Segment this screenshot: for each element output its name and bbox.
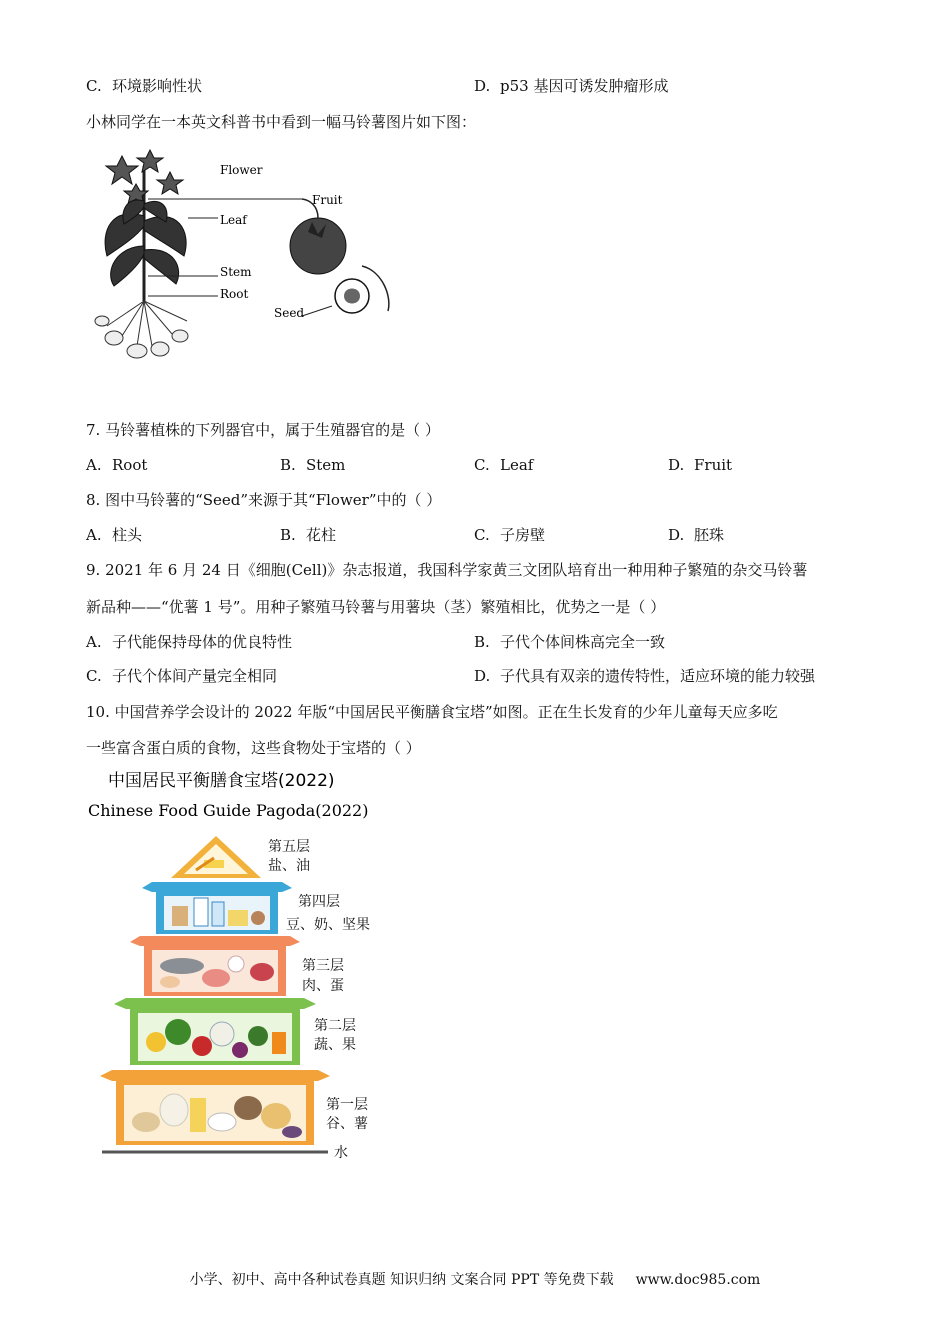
svg-text:第二层: 第二层 xyxy=(314,1018,356,1034)
svg-text:肉、蛋: 肉、蛋 xyxy=(302,978,344,994)
seed-illustration xyxy=(335,266,389,313)
svg-text:盐、油: 盐、油 xyxy=(268,858,310,874)
q8-option-a: A. 柱头 xyxy=(86,526,143,544)
footer-text: 小学、初中、高中各种试卷真题 知识归纳 文案合同 PPT 等免费下载 xyxy=(189,1272,614,1288)
q8-option-d: D. 胚珠 xyxy=(668,526,725,544)
svg-text:第三层: 第三层 xyxy=(302,958,344,974)
page-footer xyxy=(0,1269,950,1289)
q7-option-d: D. Fruit xyxy=(668,456,733,474)
svg-text:水: 水 xyxy=(334,1145,348,1161)
label-stem: Stem xyxy=(220,265,252,279)
pagoda-layer-1 xyxy=(100,1070,368,1145)
question-9-line-2: 新品种——“优薯 1 号”。用种子繁殖马铃薯与用薯块（茎）繁殖相比，优势之一是（ ） xyxy=(86,598,666,616)
pagoda-layer-3 xyxy=(130,936,344,996)
svg-text:第五层: 第五层 xyxy=(268,839,310,855)
footer-url[interactable]: www.doc985.com xyxy=(635,1272,761,1288)
option-c-prev: C. 环境影响性状 xyxy=(86,77,203,95)
svg-text:第一层: 第一层 xyxy=(326,1097,368,1113)
q9-option-a: A. 子代能保持母体的优良特性 xyxy=(86,633,293,651)
svg-text:豆、奶、坚果: 豆、奶、坚果 xyxy=(286,917,370,933)
q7-option-b: B. Stem xyxy=(280,456,346,474)
potato-plant-figure xyxy=(92,146,402,364)
root-system xyxy=(95,301,188,358)
label-leaf: Leaf xyxy=(220,213,247,227)
q7-option-a: A. Root xyxy=(86,456,148,474)
label-seed: Seed xyxy=(274,306,305,320)
question-8-stem: 8. 图中马铃薯的“Seed”来源于其“Flower”中的（ ） xyxy=(86,491,442,509)
label-flower: Flower xyxy=(220,163,263,177)
label-root: Root xyxy=(220,287,249,301)
pagoda-title-cn: 中国居民平衡膳食宝塔(2022) xyxy=(108,771,335,791)
fruit-illustration xyxy=(290,199,346,274)
pagoda-layer-5 xyxy=(171,836,310,878)
question-10-line-1: 10. 中国营养学会设计的 2022 年版“中国居民平衡膳食宝塔”如图。正在生长发育的少年儿童每天应多吃 xyxy=(86,703,778,721)
q9-option-b: B. 子代个体间株高完全一致 xyxy=(474,633,666,651)
question-7-stem: 7. 马铃薯植株的下列器官中，属于生殖器官的是（ ） xyxy=(86,421,440,439)
q8-option-b: B. 花柱 xyxy=(280,526,337,544)
svg-text:第四层: 第四层 xyxy=(298,894,340,910)
label-fruit: Fruit xyxy=(312,193,343,207)
pagoda-layer-4 xyxy=(142,882,370,934)
question-9-line-1: 9. 2021 年 6 月 24 日《细胞(Cell)》杂志报道，我国科学家黄三文团队培育出一种用种子繁殖的杂交马铃薯 xyxy=(86,561,808,579)
q7-option-c: C. Leaf xyxy=(474,456,534,474)
pagoda-title-en: Chinese Food Guide Pagoda(2022) xyxy=(88,801,369,820)
leaf-group xyxy=(105,200,186,286)
question-10-line-2: 一些富含蛋白质的食物，这些食物处于宝塔的（ ） xyxy=(86,739,421,757)
pagoda-water-base xyxy=(102,1144,348,1161)
pagoda-layer-2 xyxy=(114,998,356,1065)
food-pagoda-figure xyxy=(86,766,386,1166)
intro-text: 小林同学在一本英文科普书中看到一幅马铃薯图片如下图： xyxy=(86,113,477,131)
q9-option-c: C. 子代个体间产量完全相同 xyxy=(86,667,278,685)
q9-option-d: D. 子代具有双亲的遗传特性，适应环境的能力较强 xyxy=(474,667,816,685)
q8-option-c: C. 子房壁 xyxy=(474,526,546,544)
svg-text:谷、薯: 谷、薯 xyxy=(326,1116,368,1132)
option-d-prev: D. p53 基因可诱发肿瘤形成 xyxy=(474,77,669,95)
svg-text:蔬、果: 蔬、果 xyxy=(314,1037,356,1053)
